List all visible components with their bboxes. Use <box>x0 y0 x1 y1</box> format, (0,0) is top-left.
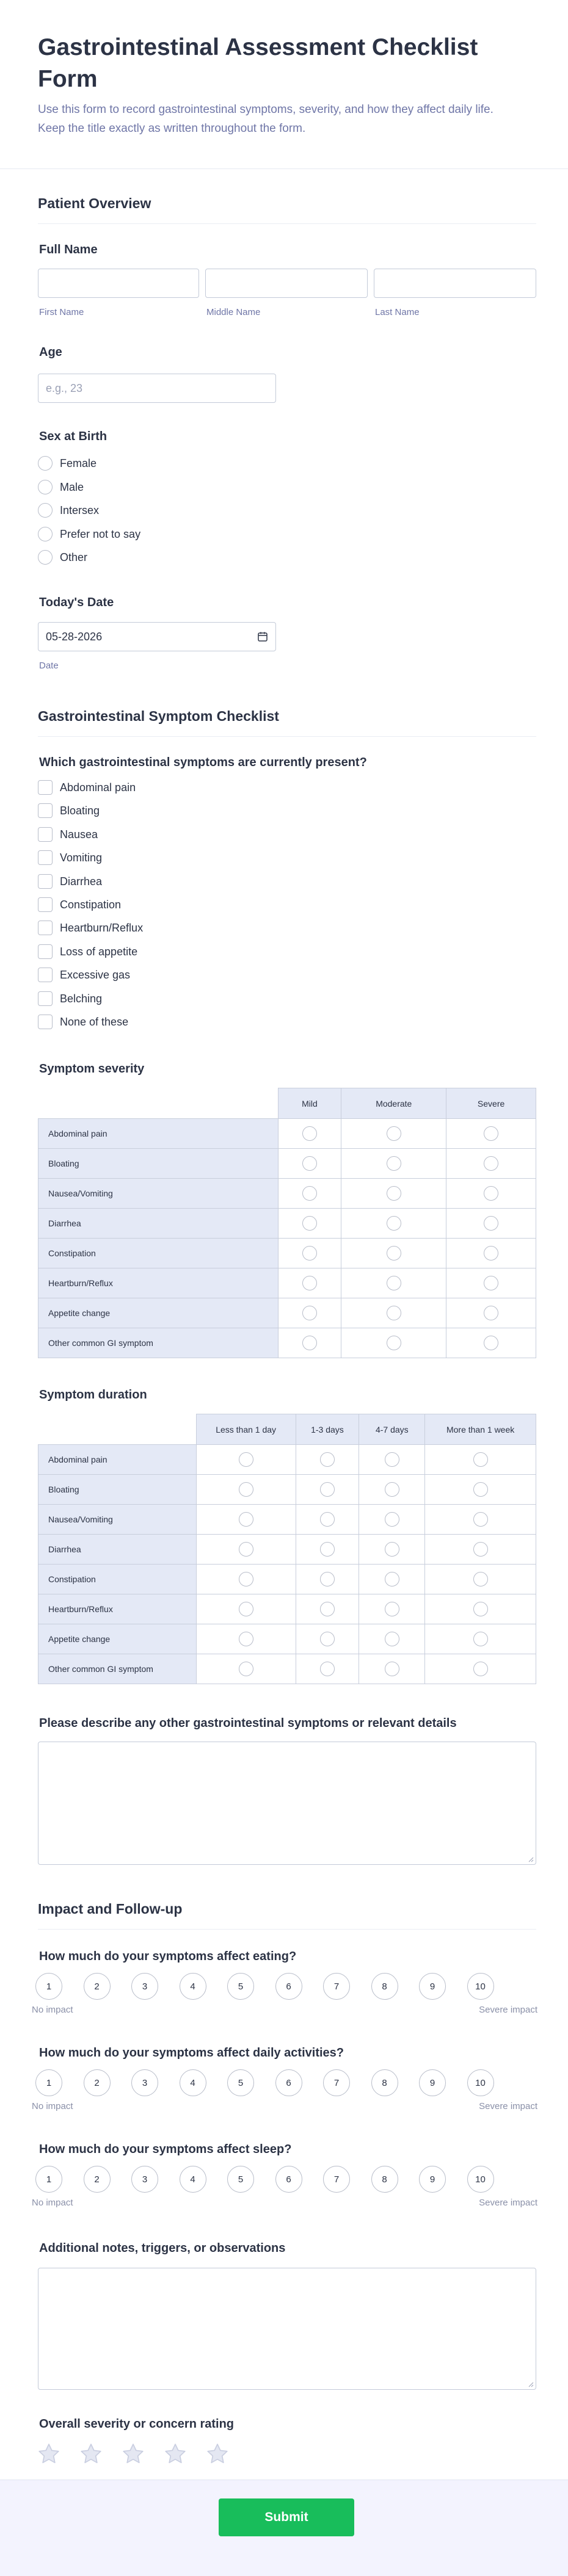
submit-button[interactable]: Submit <box>219 2498 354 2536</box>
radio-button[interactable] <box>302 1126 317 1141</box>
radio-button[interactable] <box>302 1306 317 1320</box>
last-name-input[interactable] <box>374 269 536 298</box>
scale-option-4[interactable]: 4 <box>180 1973 206 2000</box>
scale-option-2[interactable]: 2 <box>84 2069 111 2096</box>
scale-option-9[interactable]: 9 <box>419 1973 446 2000</box>
radio-button[interactable] <box>239 1482 253 1497</box>
radio-button[interactable] <box>385 1572 399 1586</box>
scale-question-label: How much do your symptoms affect eating? <box>39 1950 297 1963</box>
scale-option-3[interactable]: 3 <box>131 2069 158 2096</box>
checkbox[interactable] <box>38 874 53 889</box>
radio-button[interactable] <box>385 1632 399 1646</box>
scale-option-3[interactable]: 3 <box>131 2166 158 2193</box>
sex-option[interactable] <box>38 480 282 496</box>
scale-option-7[interactable]: 7 <box>323 2166 350 2193</box>
matrix-row-label: Abdominal pain <box>38 1445 197 1475</box>
matrix-cell[interactable] <box>278 1149 341 1179</box>
severity-matrix <box>38 1088 536 1358</box>
radio-button[interactable] <box>239 1602 253 1616</box>
scale-option-2[interactable]: 2 <box>84 2166 111 2193</box>
radio-button[interactable] <box>484 1156 498 1171</box>
duration-label: Symptom duration <box>39 1388 147 1402</box>
matrix-cell[interactable] <box>278 1239 341 1268</box>
form-title: Gastrointestinal Assessment Checklist Form <box>38 34 478 92</box>
matrix-cell[interactable] <box>359 1594 425 1624</box>
scale-option-8[interactable]: 8 <box>371 2166 398 2193</box>
section-divider <box>38 736 536 737</box>
matrix-cell[interactable] <box>296 1565 359 1594</box>
checkbox[interactable] <box>38 827 53 842</box>
radio-button[interactable] <box>473 1662 488 1676</box>
radio-button[interactable] <box>473 1482 488 1497</box>
radio-button[interactable] <box>302 1276 317 1290</box>
star-icon[interactable] <box>37 2442 61 2466</box>
notes-label: Additional notes, triggers, or observations <box>39 2241 286 2255</box>
symptom-option-label: Bloating <box>60 805 100 817</box>
resize-handle-icon[interactable] <box>528 2381 534 2387</box>
radio-button[interactable] <box>320 1662 335 1676</box>
symptom-checkbox-option[interactable] <box>38 897 343 913</box>
scale-option-10[interactable]: 10 <box>467 1973 494 2000</box>
matrix-cell[interactable] <box>341 1149 446 1179</box>
matrix-cell[interactable] <box>446 1328 536 1358</box>
matrix-cell[interactable] <box>446 1239 536 1268</box>
scale-option-8[interactable]: 8 <box>371 1973 398 2000</box>
resize-handle-icon[interactable] <box>528 1856 534 1862</box>
checkbox[interactable] <box>38 780 53 795</box>
present-symptoms-label: Which gastrointestinal symptoms are currently present? <box>39 756 367 769</box>
matrix-cell[interactable] <box>296 1624 359 1654</box>
symptom-checkbox-option[interactable] <box>38 803 343 819</box>
radio-button[interactable] <box>473 1542 488 1557</box>
scale-option-7[interactable]: 7 <box>323 2069 350 2096</box>
other-symptoms-textarea[interactable] <box>38 1742 536 1865</box>
matrix-cell[interactable] <box>296 1505 359 1535</box>
scale-max-label: Severe impact <box>479 2198 537 2208</box>
matrix-row-label: Heartburn/Reflux <box>38 1268 279 1298</box>
star-icon[interactable] <box>205 2442 230 2466</box>
radio-button[interactable] <box>320 1542 335 1557</box>
checkbox[interactable] <box>38 850 53 865</box>
matrix-corner <box>38 1088 279 1119</box>
symptom-checkbox-option[interactable] <box>38 780 343 796</box>
radio-button[interactable] <box>320 1482 335 1497</box>
matrix-row <box>38 1239 536 1268</box>
sex-option[interactable] <box>38 527 282 543</box>
notes-textarea[interactable] <box>38 2268 536 2390</box>
scale-option-10[interactable]: 10 <box>467 2166 494 2193</box>
matrix-row <box>38 1298 536 1328</box>
scale-question-label: How much do your symptoms affect sleep? <box>39 2143 292 2156</box>
scale-option-10[interactable]: 10 <box>467 2069 494 2096</box>
matrix-cell[interactable] <box>359 1535 425 1565</box>
matrix-row <box>38 1594 536 1624</box>
matrix-cell[interactable] <box>446 1209 536 1239</box>
radio-button[interactable] <box>387 1276 401 1290</box>
other-symptoms-label: Please describe any other gastrointestinal symptoms or relevant details <box>39 1717 457 1730</box>
matrix-cell[interactable] <box>341 1268 446 1298</box>
matrix-cell[interactable] <box>296 1535 359 1565</box>
radio-button[interactable] <box>320 1632 335 1646</box>
scale-option-9[interactable]: 9 <box>419 2166 446 2193</box>
sex-option-label: Male <box>60 480 84 493</box>
checkbox[interactable] <box>38 944 53 959</box>
symptom-option-label: Nausea <box>60 828 98 841</box>
scale-option-4[interactable]: 4 <box>180 2069 206 2096</box>
matrix-cell[interactable] <box>196 1624 296 1654</box>
matrix-cell[interactable] <box>425 1475 536 1505</box>
rating-label: Overall severity or concern rating <box>39 2417 235 2431</box>
matrix-row-label: Diarrhea <box>38 1535 197 1565</box>
matrix-cell[interactable] <box>446 1119 536 1149</box>
scale-max-label: Severe impact <box>479 2101 537 2111</box>
symptom-checkbox-option[interactable] <box>38 1015 343 1030</box>
symptom-option-label: None of these <box>60 1016 129 1028</box>
radio-button[interactable] <box>387 1336 401 1350</box>
matrix-row <box>38 1505 536 1535</box>
section-divider <box>38 223 536 224</box>
scale-option-5[interactable]: 5 <box>227 2166 254 2193</box>
radio-button[interactable] <box>484 1186 498 1201</box>
last-name-sublabel: Last Name <box>375 307 420 317</box>
radio-button[interactable] <box>473 1632 488 1646</box>
date-sublabel: Date <box>39 660 59 671</box>
matrix-cell[interactable] <box>359 1654 425 1684</box>
symptom-option-label: Belching <box>60 992 103 1005</box>
duration-matrix <box>38 1414 536 1684</box>
header-divider <box>0 168 568 169</box>
matrix-cell[interactable] <box>425 1505 536 1535</box>
radio-button[interactable] <box>473 1452 488 1467</box>
matrix-row <box>38 1209 536 1239</box>
matrix-cell[interactable] <box>196 1565 296 1594</box>
matrix-column-header: 4-7 days <box>359 1414 425 1445</box>
section-divider <box>38 1929 536 1930</box>
section-heading-symptom-checklist: Gastrointestinal Symptom Checklist <box>38 708 279 724</box>
symptom-checkbox-option[interactable] <box>38 968 343 983</box>
scale-min-label: No impact <box>32 2198 73 2208</box>
section-heading-impact: Impact and Follow-up <box>38 1901 183 1917</box>
matrix-row-label: Appetite change <box>38 1298 279 1328</box>
checkbox[interactable] <box>38 803 53 818</box>
middle-name-sublabel: Middle Name <box>206 307 261 317</box>
radio-button[interactable] <box>239 1542 253 1557</box>
radio-button[interactable] <box>239 1512 253 1527</box>
symptom-option-label: Diarrhea <box>60 875 103 888</box>
symptom-option-label: Excessive gas <box>60 969 131 982</box>
radio-button[interactable] <box>484 1336 498 1350</box>
matrix-cell[interactable] <box>196 1535 296 1565</box>
radio-button[interactable] <box>239 1452 253 1467</box>
radio-button[interactable] <box>484 1276 498 1290</box>
sex-option[interactable] <box>38 503 282 519</box>
star-icon[interactable] <box>79 2442 103 2466</box>
radio-button[interactable] <box>484 1216 498 1231</box>
matrix-column-header: Severe <box>446 1088 536 1119</box>
matrix-row-label: Other common GI symptom <box>38 1328 279 1358</box>
radio-button[interactable] <box>385 1602 399 1616</box>
scale-option-1[interactable]: 1 <box>35 2166 62 2193</box>
radio-button[interactable] <box>473 1512 488 1527</box>
scale-option-5[interactable]: 5 <box>227 2069 254 2096</box>
symptom-checkbox-option[interactable] <box>38 991 343 1007</box>
sex-option-label: Female <box>60 457 97 469</box>
radio-button[interactable] <box>38 456 53 471</box>
checkbox[interactable] <box>38 897 53 912</box>
matrix-cell[interactable] <box>296 1654 359 1684</box>
matrix-row-label: Bloating <box>38 1149 279 1179</box>
matrix-cell[interactable] <box>425 1624 536 1654</box>
checkbox[interactable] <box>38 921 53 935</box>
matrix-cell[interactable] <box>278 1268 341 1298</box>
matrix-column-header: Moderate <box>341 1088 446 1119</box>
matrix-cell[interactable] <box>341 1179 446 1209</box>
symptom-checkbox-option[interactable] <box>38 921 343 936</box>
matrix-cell[interactable] <box>196 1445 296 1475</box>
scale-option-6[interactable]: 6 <box>275 2166 302 2193</box>
radio-button[interactable] <box>38 550 53 565</box>
matrix-row <box>38 1445 536 1475</box>
radio-button[interactable] <box>484 1306 498 1320</box>
radio-button[interactable] <box>385 1512 399 1527</box>
scale-option-6[interactable]: 6 <box>275 1973 302 2000</box>
radio-button[interactable] <box>484 1126 498 1141</box>
radio-button[interactable] <box>387 1246 401 1261</box>
matrix-cell[interactable] <box>359 1624 425 1654</box>
scale-option-7[interactable]: 7 <box>323 1973 350 2000</box>
radio-button[interactable] <box>38 480 53 494</box>
symptom-option-label: Heartburn/Reflux <box>60 922 144 935</box>
scale-min-label: No impact <box>32 2005 73 2015</box>
radio-button[interactable] <box>320 1512 335 1527</box>
star-icon[interactable] <box>121 2442 145 2466</box>
scale-option-1[interactable]: 1 <box>35 1973 62 2000</box>
symptom-option-label: Vomiting <box>60 852 103 864</box>
matrix-cell[interactable] <box>296 1445 359 1475</box>
matrix-cell[interactable] <box>296 1594 359 1624</box>
matrix-row-label: Constipation <box>38 1565 197 1594</box>
sex-option[interactable] <box>38 550 282 566</box>
symptom-option-label: Constipation <box>60 899 122 911</box>
scale-option-1[interactable]: 1 <box>35 2069 62 2096</box>
matrix-row-label: Constipation <box>38 1239 279 1268</box>
radio-button[interactable] <box>302 1336 317 1350</box>
first-name-input[interactable] <box>38 269 199 298</box>
symptom-checkbox-option[interactable] <box>38 874 343 890</box>
matrix-row <box>38 1119 536 1149</box>
matrix-row-label: Diarrhea <box>38 1209 279 1239</box>
radio-button[interactable] <box>239 1572 253 1586</box>
matrix-row <box>38 1654 536 1684</box>
radio-button[interactable] <box>387 1156 401 1171</box>
date-input[interactable] <box>38 622 276 651</box>
radio-button[interactable] <box>239 1632 253 1646</box>
full-name-label: Full Name <box>39 243 98 256</box>
age-input[interactable] <box>38 374 276 403</box>
scale-max-label: Severe impact <box>479 2005 537 2015</box>
scale-option-6[interactable]: 6 <box>275 2069 302 2096</box>
matrix-cell[interactable] <box>425 1535 536 1565</box>
matrix-cell[interactable] <box>446 1149 536 1179</box>
matrix-row-label: Other common GI symptom <box>38 1654 197 1684</box>
sex-option[interactable] <box>38 456 282 472</box>
matrix-row <box>38 1624 536 1654</box>
matrix-row <box>38 1268 536 1298</box>
matrix-cell[interactable] <box>341 1209 446 1239</box>
matrix-corner <box>38 1414 197 1445</box>
age-label: Age <box>39 346 62 359</box>
matrix-cell[interactable] <box>278 1298 341 1328</box>
radio-button[interactable] <box>387 1126 401 1141</box>
sex-option-label: Other <box>60 551 88 563</box>
scale-question-label: How much do your symptoms affect daily activities? <box>39 2046 344 2060</box>
matrix-cell[interactable] <box>359 1565 425 1594</box>
scale-min-label: No impact <box>32 2101 73 2111</box>
radio-button[interactable] <box>302 1156 317 1171</box>
radio-button[interactable] <box>320 1452 335 1467</box>
matrix-cell[interactable] <box>425 1654 536 1684</box>
checkbox[interactable] <box>38 1015 53 1029</box>
radio-button[interactable] <box>239 1662 253 1676</box>
form-description: Use this form to record gastrointestinal symptoms, severity, and how they affect daily life. Keep the title exactly as written throughout the form. <box>38 103 493 135</box>
matrix-cell[interactable] <box>359 1505 425 1535</box>
matrix-row <box>38 1149 536 1179</box>
matrix-cell[interactable] <box>425 1445 536 1475</box>
matrix-row-label: Nausea/Vomiting <box>38 1505 197 1535</box>
matrix-cell[interactable] <box>446 1179 536 1209</box>
radio-button[interactable] <box>473 1602 488 1616</box>
radio-button[interactable] <box>302 1186 317 1201</box>
matrix-column-header: 1-3 days <box>296 1414 359 1445</box>
date-label: Today's Date <box>39 596 114 609</box>
radio-button[interactable] <box>302 1216 317 1231</box>
matrix-cell[interactable] <box>196 1475 296 1505</box>
matrix-row <box>38 1475 536 1505</box>
matrix-cell[interactable] <box>296 1475 359 1505</box>
matrix-column-header: Less than 1 day <box>196 1414 296 1445</box>
age-placeholder: e.g., 23 <box>46 382 83 394</box>
scale-option-4[interactable]: 4 <box>180 2166 206 2193</box>
symptom-checkbox-option[interactable] <box>38 850 343 866</box>
symptom-checkbox-option[interactable] <box>38 944 343 960</box>
date-value: 05-28-2026 <box>46 631 103 643</box>
section-heading-patient-overview: Patient Overview <box>38 195 151 211</box>
matrix-row-label: Abdominal pain <box>38 1119 279 1149</box>
radio-button[interactable] <box>302 1246 317 1261</box>
matrix-cell[interactable] <box>278 1119 341 1149</box>
sex-option-label: Intersex <box>60 504 100 516</box>
matrix-row <box>38 1328 536 1358</box>
matrix-row <box>38 1565 536 1594</box>
matrix-row <box>38 1179 536 1209</box>
matrix-cell[interactable] <box>446 1298 536 1328</box>
star-icon[interactable] <box>163 2442 188 2466</box>
scale-option-2[interactable]: 2 <box>84 1973 111 2000</box>
matrix-cell[interactable] <box>425 1565 536 1594</box>
matrix-cell[interactable] <box>425 1594 536 1624</box>
symptom-option-label: Loss of appetite <box>60 945 138 958</box>
matrix-cell[interactable] <box>341 1239 446 1268</box>
first-name-sublabel: First Name <box>39 307 84 317</box>
calendar-icon[interactable] <box>257 631 268 642</box>
matrix-row-label: Nausea/Vomiting <box>38 1179 279 1209</box>
matrix-row-label: Heartburn/Reflux <box>38 1594 197 1624</box>
matrix-cell[interactable] <box>446 1268 536 1298</box>
matrix-cell[interactable] <box>278 1209 341 1239</box>
matrix-cell[interactable] <box>196 1505 296 1535</box>
checkbox[interactable] <box>38 991 53 1006</box>
radio-button[interactable] <box>387 1216 401 1231</box>
matrix-cell[interactable] <box>359 1475 425 1505</box>
sex-option-label: Prefer not to say <box>60 527 141 540</box>
severity-label: Symptom severity <box>39 1062 145 1076</box>
radio-button[interactable] <box>387 1306 401 1320</box>
radio-button[interactable] <box>38 503 53 518</box>
radio-button[interactable] <box>473 1572 488 1586</box>
radio-button[interactable] <box>38 527 53 541</box>
symptom-option-label: Abdominal pain <box>60 781 136 794</box>
radio-button[interactable] <box>385 1452 399 1467</box>
scale-option-3[interactable]: 3 <box>131 1973 158 2000</box>
symptom-checkbox-option[interactable] <box>38 827 343 843</box>
matrix-row-label: Bloating <box>38 1475 197 1505</box>
scale-option-8[interactable]: 8 <box>371 2069 398 2096</box>
matrix-row-label: Appetite change <box>38 1624 197 1654</box>
matrix-column-header: More than 1 week <box>425 1414 536 1445</box>
middle-name-input[interactable] <box>205 269 368 298</box>
matrix-cell[interactable] <box>278 1328 341 1358</box>
matrix-cell[interactable] <box>341 1328 446 1358</box>
scale-option-9[interactable]: 9 <box>419 2069 446 2096</box>
radio-button[interactable] <box>320 1602 335 1616</box>
matrix-cell[interactable] <box>196 1654 296 1684</box>
matrix-cell[interactable] <box>341 1298 446 1328</box>
matrix-cell[interactable] <box>341 1119 446 1149</box>
radio-button[interactable] <box>385 1542 399 1557</box>
matrix-column-header: Mild <box>278 1088 341 1119</box>
radio-button[interactable] <box>385 1482 399 1497</box>
matrix-cell[interactable] <box>196 1594 296 1624</box>
checkbox[interactable] <box>38 968 53 982</box>
matrix-cell[interactable] <box>359 1445 425 1475</box>
matrix-row <box>38 1535 536 1565</box>
matrix-cell[interactable] <box>278 1179 341 1209</box>
radio-button[interactable] <box>320 1572 335 1586</box>
sex-label: Sex at Birth <box>39 430 107 443</box>
radio-button[interactable] <box>484 1246 498 1261</box>
radio-button[interactable] <box>387 1186 401 1201</box>
radio-button[interactable] <box>385 1662 399 1676</box>
scale-option-5[interactable]: 5 <box>227 1973 254 2000</box>
